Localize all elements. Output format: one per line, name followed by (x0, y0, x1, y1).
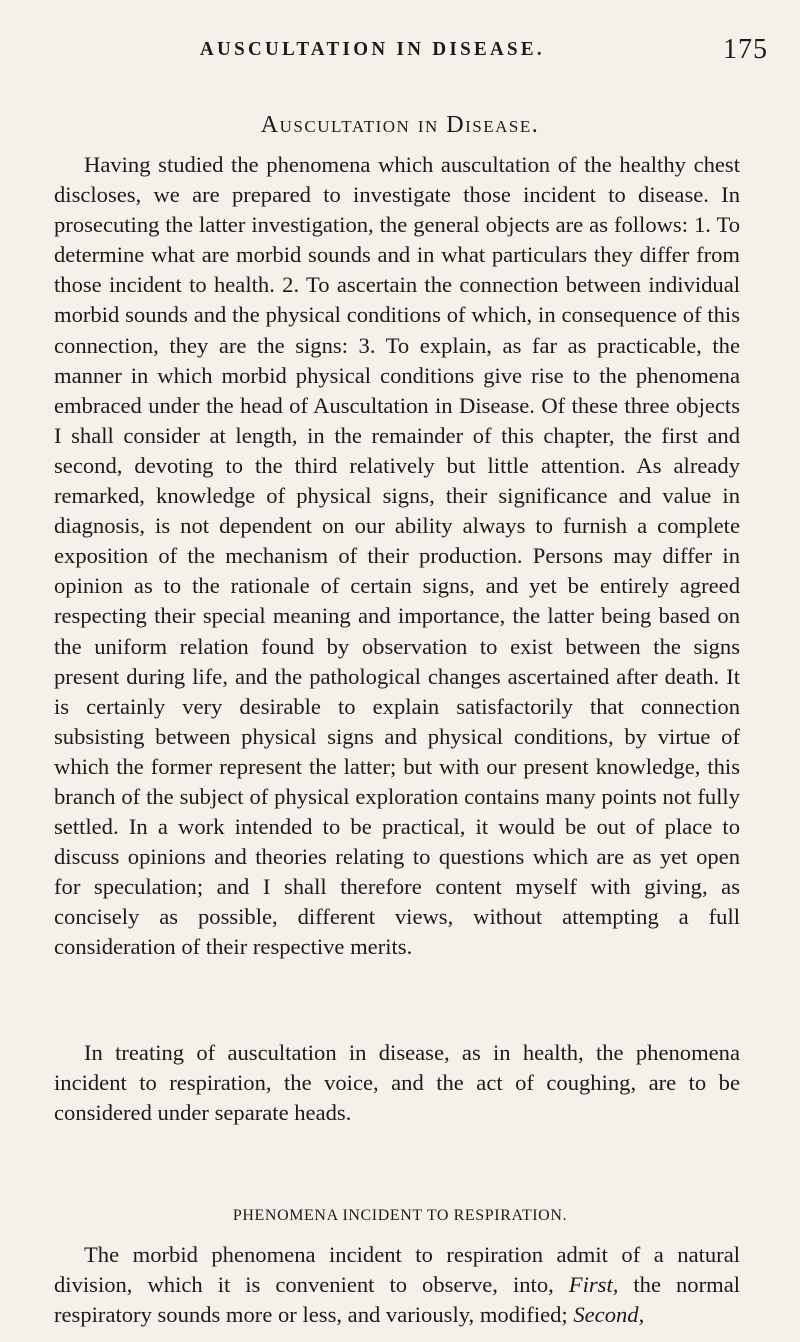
paragraph-respiration-text-a: The morbid phenomena incident to respiration admit of a natural division, which it is convenient to observe, into, (54, 1242, 740, 1298)
emphasis-first: First, (568, 1272, 619, 1298)
page-number: 175 (723, 34, 768, 65)
emphasis-second: Second, (573, 1302, 645, 1328)
section-heading: PHENOMENA INCIDENT TO RESPIRATION. (232, 1207, 568, 1224)
paragraph-treating: In treating of auscultation in disease, as in health, the phenomena incident to respiration, the voice, and the act of coughing, are to be considered under separate heads. (54, 1040, 740, 1126)
chapter-title: Auscultation in Disease. (260, 112, 540, 138)
paragraph-respiration (54, 1240, 740, 1330)
running-title: AUSCULTATION IN DISEASE. (200, 38, 546, 60)
paragraph-intro: Having studied the phenomena which auscultation of the healthy chest discloses, we are prepared to investigate those incident to disease. In prosecuting the latter investigation, the general objects are as follows: 1. To determine what are morbid sounds and in what particulars they differ from those incident to health. 2. To ascertain the connection between individual morbid sounds and the physical conditions of which, in consequence of this connection, they are the signs: 3. To explain, as far as practicable, the manner in which morbid physical conditions give rise to the phenomena embraced under the head of Auscultation in Disease. Of these three objects I shall consider at length, in the remainder of this chapter, the first and second, devoting to the third relatively but little attention. As already remarked, knowledge of physical signs, their significance and value in diagnosis, is not dependent on our ability always to furnish a complete exposition of the mechanism of their production. Persons may differ in opinion as to the rationale of certain signs, and yet be entirely agreed respecting their special meaning and importance, the latter being based on the uniform relation found by observation to exist between the signs present during life, and the pathological changes ascertained after death. It is certainly very desirable to explain satisfactorily that connection subsisting between physical signs and physical conditions, by virtue of which the former represent the latter; but with our present knowledge, this branch of the subject of physical exploration contains many points not fully settled. In a work intended to be practical, it would be out of place to discuss opinions and theories relating to questions which are as yet open for speculation; and I shall therefore content myself with giving, as concisely as possible, different views, without attempting a full consideration of their respective merits. (54, 152, 740, 960)
paragraph-respiration-text-b: the normal respiratory sounds more or less, and variously, modified; (54, 1272, 740, 1328)
running-head (200, 34, 770, 74)
